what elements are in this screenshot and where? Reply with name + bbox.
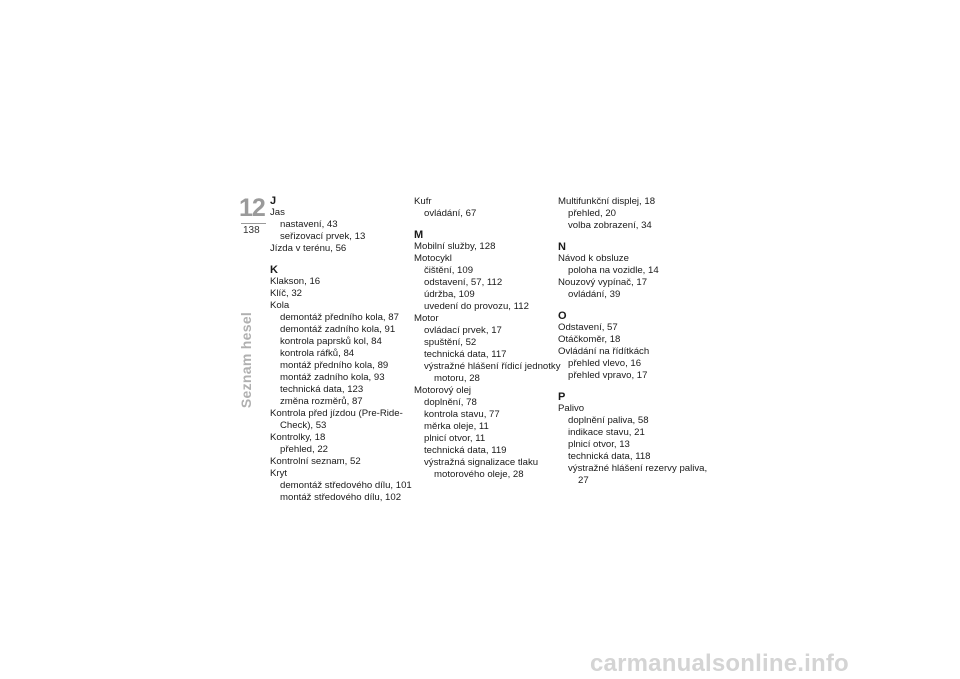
index-term: Kola	[270, 300, 290, 311]
index-subterm: ovládací prvek, 17	[424, 325, 502, 336]
index-term: Kufr	[414, 196, 432, 207]
index-subterm: ovládání, 39	[568, 289, 621, 300]
index-subterm: demontáž středového dílu, 101	[280, 480, 412, 491]
index-term: Motorový olej	[414, 385, 472, 396]
index-term: Palivo	[558, 403, 585, 414]
index-term: Motor	[414, 313, 439, 324]
index-subterm: technická data, 119	[424, 445, 507, 456]
index-letter-heading: K	[270, 264, 278, 276]
index-subterm: výstražné hlášení rezervy paliva, 27	[568, 463, 708, 486]
spacer	[558, 232, 708, 242]
index-subterm: změna rozměrů, 87	[280, 396, 363, 407]
index-column-3	[558, 196, 708, 487]
section-side-title: Seznam hesel	[238, 311, 254, 409]
index-term: Multifunkční displej, 18	[558, 196, 656, 207]
index-subterm: technická data, 118	[568, 451, 651, 462]
index-term: Klakson, 16	[270, 276, 321, 287]
index-subterm: přehled vpravo, 17	[568, 370, 648, 381]
index-subterm: přehled, 22	[280, 444, 329, 455]
index-subterm: výstražná signalizace tlaku motorového oleje, 28	[424, 457, 539, 480]
index-term: Nouzový vypínač, 17	[558, 277, 648, 288]
index-subterm: montáž zadního kola, 93	[280, 372, 385, 383]
index-subterm: spuštění, 52	[424, 337, 477, 348]
index-subterm: volba zobrazení, 34	[568, 220, 652, 231]
index-term: Návod k obsluze	[558, 253, 629, 264]
index-subterm: nastavení, 43	[280, 219, 338, 230]
spacer	[558, 382, 708, 392]
index-subterm: seřizovací prvek, 13	[280, 231, 366, 242]
index-subterm: technická data, 117	[424, 349, 507, 360]
index-subterm: doplnění, 78	[424, 397, 477, 408]
watermark: carmanualsonline.info	[590, 650, 849, 677]
page-number: 138	[243, 225, 260, 236]
index-subterm: přehled, 20	[568, 208, 617, 219]
spacer	[414, 220, 564, 230]
index-subterm: kontrola ráfků, 84	[280, 348, 355, 359]
index-term: Ovládání na řídítkách	[558, 346, 650, 357]
index-subterm: ovládání, 67	[424, 208, 477, 219]
index-subterm: odstavení, 57, 112	[424, 277, 503, 288]
index-subterm: kontrola stavu, 77	[424, 409, 500, 420]
index-subterm: montáž středového dílu, 102	[280, 492, 402, 503]
index-term: Odstavení, 57	[558, 322, 618, 333]
chapter-divider	[241, 223, 266, 224]
index-term: Jízda v terénu, 56	[270, 243, 347, 254]
index-subterm: kontrola paprsků kol, 84	[280, 336, 382, 347]
index-letter-heading: P	[558, 391, 566, 403]
index-column-1	[270, 196, 420, 504]
index-subterm: výstražné hlášení řídicí jednotky motoru, 28	[424, 361, 561, 384]
chapter-number: 12	[239, 194, 265, 222]
spacer	[558, 301, 708, 311]
index-term: Otáčkoměr, 18	[558, 334, 621, 345]
index-term: Kryt	[270, 468, 288, 479]
index-column-2	[414, 196, 564, 481]
index-subterm: plnicí otvor, 13	[568, 439, 630, 450]
index-subterm: čištění, 109	[424, 265, 474, 276]
index-letter-heading: N	[558, 241, 566, 253]
index-subterm: plnicí otvor, 11	[424, 433, 486, 444]
index-subterm: doplnění paliva, 58	[568, 415, 649, 426]
index-subterm: údržba, 109	[424, 289, 475, 300]
index-subterm: demontáž zadního kola, 91	[280, 324, 396, 335]
index-term: Kontrolní seznam, 52	[270, 456, 361, 467]
index-letter-heading: M	[414, 229, 424, 241]
index-term: Jas	[270, 207, 285, 218]
index-subterm: technická data, 123	[280, 384, 364, 395]
index-term: Mobilní služby, 128	[414, 241, 496, 252]
index-subterm: demontáž předního kola, 87	[280, 312, 399, 323]
index-subterm: montáž předního kola, 89	[280, 360, 389, 371]
index-subterm: indikace stavu, 21	[568, 427, 645, 438]
index-subterm: přehled vlevo, 16	[568, 358, 642, 369]
index-term: Klíč, 32	[270, 288, 302, 299]
index-subterm: měrka oleje, 11	[424, 421, 489, 432]
spacer	[270, 255, 420, 265]
index-letter-heading: J	[270, 195, 277, 207]
index-term: Kontrola před jízdou (Pre-Ride-Check), 53	[270, 408, 403, 431]
index-letter-heading: O	[558, 310, 567, 322]
index-subterm: poloha na vozidle, 14	[568, 265, 659, 276]
index-term: Kontrolky, 18	[270, 432, 326, 443]
index-term: Motocykl	[414, 253, 452, 264]
index-subterm: uvedení do provozu, 112	[424, 301, 529, 312]
